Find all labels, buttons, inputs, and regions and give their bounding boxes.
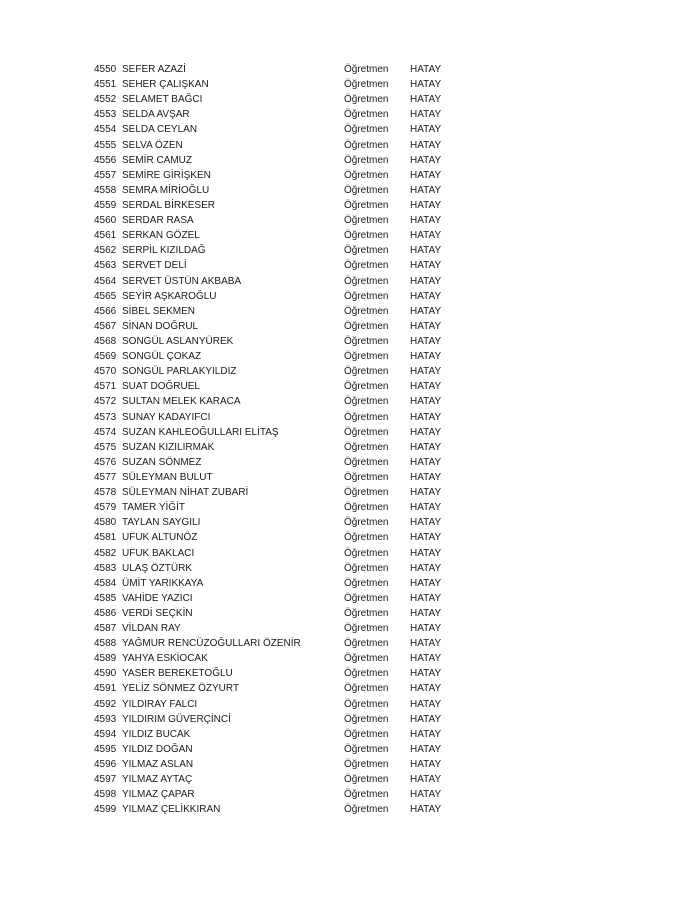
person-name: YILMAZ ASLAN (122, 759, 194, 771)
city-name: HATAY (410, 351, 442, 363)
person-name: SERDAR RASA (122, 215, 194, 227)
row-number: 4579 (94, 502, 117, 514)
job-title: Öğretmen (344, 290, 389, 302)
job-title: Öğretmen (344, 728, 389, 740)
row-number: 4563 (94, 260, 117, 272)
person-name: SERPİL KIZILDAĞ (122, 245, 206, 257)
list-row (94, 138, 474, 153)
row-number: 4562 (94, 245, 117, 257)
row-number: 4587 (94, 623, 117, 635)
job-title: Öğretmen (344, 698, 389, 710)
city-name: HATAY (410, 245, 442, 257)
person-name: YILDIZ DOĞAN (122, 743, 193, 755)
list-row (94, 334, 474, 349)
list-row (94, 530, 474, 545)
row-number: 4581 (94, 532, 117, 544)
row-number: 4555 (94, 139, 117, 151)
person-name: YAĞMUR RENCÜZOĞULLARI ÖZENİR (122, 638, 301, 650)
list-row (94, 289, 474, 304)
job-title: Öğretmen (344, 668, 389, 680)
row-number: 4557 (94, 169, 117, 181)
city-name: HATAY (410, 774, 442, 786)
job-title: Öğretmen (344, 305, 389, 317)
row-number: 4596 (94, 759, 117, 771)
row-number: 4572 (94, 396, 117, 408)
city-name: HATAY (410, 562, 442, 574)
row-number: 4551 (94, 79, 117, 91)
job-title: Öğretmen (344, 623, 389, 635)
list-row (94, 636, 474, 651)
city-name: HATAY (410, 577, 442, 589)
row-number: 4591 (94, 683, 117, 695)
row-number: 4550 (94, 64, 117, 75)
row-number: 4573 (94, 411, 117, 423)
city-name: HATAY (410, 230, 442, 242)
row-number: 4578 (94, 487, 117, 499)
row-number: 4598 (94, 789, 117, 801)
city-name: HATAY (410, 290, 442, 302)
row-number: 4594 (94, 728, 117, 740)
list-row (94, 546, 474, 561)
person-name: SELVA ÖZEN (122, 139, 183, 151)
city-name: HATAY (410, 456, 442, 468)
city-name: HATAY (410, 804, 442, 816)
list-row (94, 379, 474, 394)
person-name: YILMAZ ÇAPAR (122, 789, 195, 801)
row-number: 4595 (94, 743, 117, 755)
list-row (94, 712, 474, 727)
list-row (94, 425, 474, 440)
city-name: HATAY (410, 381, 442, 393)
list-row (94, 651, 474, 666)
job-title: Öğretmen (344, 487, 389, 499)
person-name: YILDIRAY FALCI (122, 698, 198, 710)
city-name: HATAY (410, 683, 442, 695)
row-number: 4553 (94, 109, 117, 121)
person-name: YILMAZ AYTAÇ (122, 774, 193, 786)
person-name: ÜMİT YARIKKAYA (122, 577, 204, 589)
list-row (94, 727, 474, 742)
list-row (94, 77, 474, 92)
city-name: HATAY (410, 668, 442, 680)
person-name: SELDA AVŞAR (122, 109, 190, 121)
person-name: SULTAN MELEK KARACA (122, 396, 241, 408)
list-row (94, 591, 474, 606)
list-row (94, 697, 474, 712)
list-row (94, 349, 474, 364)
list-row (94, 742, 474, 757)
person-name: SONGÜL ÇOKAZ (122, 351, 202, 363)
city-name: HATAY (410, 335, 442, 347)
person-name: SUZAN KAHLEOĞULLARI ELİTAŞ (122, 426, 279, 438)
person-name: SİBEL SEKMEN (122, 305, 195, 317)
row-number: 4564 (94, 275, 117, 287)
person-name: VAHİDE YAZICI (122, 592, 193, 604)
job-title: Öğretmen (344, 607, 389, 619)
job-title: Öğretmen (344, 260, 389, 272)
city-name: HATAY (410, 320, 442, 332)
job-title: Öğretmen (344, 169, 389, 181)
list-row (94, 455, 474, 470)
row-number: 4556 (94, 154, 117, 166)
list-row (94, 258, 474, 273)
city-name: HATAY (410, 789, 442, 801)
row-number: 4574 (94, 426, 117, 438)
person-name: UFUK ALTUNÖZ (122, 532, 198, 544)
job-title: Öğretmen (344, 592, 389, 604)
list-row (94, 440, 474, 455)
job-title: Öğretmen (344, 79, 389, 91)
city-name: HATAY (410, 698, 442, 710)
job-title: Öğretmen (344, 215, 389, 227)
person-name: SÜLEYMAN NİHAT ZUBARİ (122, 487, 249, 499)
row-number: 4567 (94, 320, 117, 332)
person-name: YAHYA ESKİOCAK (122, 653, 208, 665)
list-row (94, 183, 474, 198)
city-name: HATAY (410, 154, 442, 166)
list-row (94, 122, 474, 137)
person-name: SERKAN GÖZEL (122, 230, 200, 242)
person-name: SEHER ÇALIŞKAN (122, 79, 209, 91)
list-row (94, 485, 474, 500)
job-title: Öğretmen (344, 789, 389, 801)
city-name: HATAY (410, 426, 442, 438)
city-name: HATAY (410, 653, 442, 665)
person-name: SERVET ÜSTÜN AKBABA (122, 275, 242, 287)
list-row (94, 319, 474, 334)
city-name: HATAY (410, 260, 442, 272)
row-number: 4559 (94, 199, 117, 211)
person-name: VİLDAN RAY (122, 623, 181, 635)
job-title: Öğretmen (344, 683, 389, 695)
job-title: Öğretmen (344, 426, 389, 438)
city-name: HATAY (410, 64, 442, 75)
person-name: SÜLEYMAN BULUT (122, 471, 213, 483)
row-number: 4592 (94, 698, 117, 710)
city-name: HATAY (410, 366, 442, 378)
job-title: Öğretmen (344, 230, 389, 242)
city-name: HATAY (410, 532, 442, 544)
job-title: Öğretmen (344, 759, 389, 771)
row-number: 4586 (94, 607, 117, 619)
city-name: HATAY (410, 169, 442, 181)
list-row (94, 213, 474, 228)
row-number: 4597 (94, 774, 117, 786)
city-name: HATAY (410, 396, 442, 408)
list-row (94, 92, 474, 107)
person-name: SERVET DELİ (122, 260, 187, 272)
job-title: Öğretmen (344, 653, 389, 665)
job-title: Öğretmen (344, 713, 389, 725)
list-row (94, 500, 474, 515)
row-number: 4576 (94, 456, 117, 468)
job-title: Öğretmen (344, 638, 389, 650)
job-title: Öğretmen (344, 94, 389, 106)
person-name: YILDIRIM GÜVERÇİNCİ (122, 713, 231, 725)
person-name: SEYİR AŞKAROĞLU (122, 290, 217, 302)
row-number: 4593 (94, 713, 117, 725)
city-name: HATAY (410, 275, 442, 287)
job-title: Öğretmen (344, 351, 389, 363)
city-name: HATAY (410, 623, 442, 635)
job-title: Öğretmen (344, 154, 389, 166)
job-title: Öğretmen (344, 743, 389, 755)
job-title: Öğretmen (344, 411, 389, 423)
city-name: HATAY (410, 199, 442, 211)
job-title: Öğretmen (344, 577, 389, 589)
list-row (94, 107, 474, 122)
person-name: SEMİR CAMUZ (122, 154, 192, 166)
row-number: 4560 (94, 215, 117, 227)
job-title: Öğretmen (344, 64, 389, 75)
row-number: 4558 (94, 184, 117, 196)
city-name: HATAY (410, 305, 442, 317)
row-number: 4568 (94, 335, 117, 347)
row-number: 4590 (94, 668, 117, 680)
list-row (94, 787, 474, 802)
row-number: 4589 (94, 653, 117, 665)
row-number: 4571 (94, 381, 117, 393)
city-name: HATAY (410, 713, 442, 725)
job-title: Öğretmen (344, 335, 389, 347)
city-name: HATAY (410, 124, 442, 136)
list-row (94, 681, 474, 696)
list-row (94, 772, 474, 787)
city-name: HATAY (410, 517, 442, 529)
city-name: HATAY (410, 215, 442, 227)
city-name: HATAY (410, 487, 442, 499)
person-name: SEMRA MİRİOĞLU (122, 184, 210, 196)
row-number: 4583 (94, 562, 117, 574)
row-number: 4599 (94, 804, 117, 816)
city-name: HATAY (410, 79, 442, 91)
person-name: SELAMET BAĞCI (122, 94, 203, 106)
row-number: 4554 (94, 124, 117, 136)
job-title: Öğretmen (344, 139, 389, 151)
job-title: Öğretmen (344, 441, 389, 453)
job-title: Öğretmen (344, 320, 389, 332)
person-name: ULAŞ ÖZTÜRK (122, 562, 193, 574)
list-row (94, 576, 474, 591)
list-row (94, 228, 474, 243)
city-name: HATAY (410, 743, 442, 755)
row-number: 4565 (94, 290, 117, 302)
person-name: UFUK BAKLACI (122, 547, 195, 559)
list-row (94, 561, 474, 576)
person-name: SONGÜL PARLAKYILDIZ (122, 366, 237, 378)
job-title: Öğretmen (344, 502, 389, 514)
person-name: SUNAY KADAYIFCI (122, 411, 211, 423)
row-number: 4561 (94, 230, 117, 242)
list-row (94, 802, 474, 817)
job-title: Öğretmen (344, 532, 389, 544)
city-name: HATAY (410, 592, 442, 604)
city-name: HATAY (410, 139, 442, 151)
list-row (94, 62, 474, 77)
job-title: Öğretmen (344, 275, 389, 287)
job-title: Öğretmen (344, 381, 389, 393)
job-title: Öğretmen (344, 456, 389, 468)
person-name: SEMİRE GİRİŞKEN (122, 169, 211, 181)
list-row (94, 243, 474, 258)
row-number: 4585 (94, 592, 117, 604)
job-title: Öğretmen (344, 471, 389, 483)
person-name: YILMAZ ÇELİKKIRAN (122, 804, 221, 816)
person-name: YASER BEREKETOĞLU (122, 668, 233, 680)
row-number: 4582 (94, 547, 117, 559)
job-title: Öğretmen (344, 804, 389, 816)
job-title: Öğretmen (344, 199, 389, 211)
person-name: SUAT DOĞRUEL (122, 381, 200, 393)
list-row (94, 168, 474, 183)
list-row (94, 410, 474, 425)
city-name: HATAY (410, 607, 442, 619)
person-name: YELİZ SÖNMEZ ÖZYURT (122, 683, 240, 695)
row-number: 4552 (94, 94, 117, 106)
list-row (94, 606, 474, 621)
list-row (94, 470, 474, 485)
job-title: Öğretmen (344, 774, 389, 786)
job-title: Öğretmen (344, 396, 389, 408)
person-name: SUZAN SÖNMEZ (122, 456, 202, 468)
job-title: Öğretmen (344, 547, 389, 559)
person-name: SELDA CEYLAN (122, 124, 198, 136)
list-row (94, 666, 474, 681)
person-name: TAYLAN SAYGILI (122, 517, 201, 529)
row-number: 4575 (94, 441, 117, 453)
list-row (94, 198, 474, 213)
person-name: SEFER AZAZİ (122, 64, 186, 75)
row-number: 4569 (94, 351, 117, 363)
list-row (94, 394, 474, 409)
job-title: Öğretmen (344, 366, 389, 378)
job-title: Öğretmen (344, 517, 389, 529)
list-row (94, 757, 474, 772)
city-name: HATAY (410, 109, 442, 121)
city-name: HATAY (410, 94, 442, 106)
person-name: SUZAN KIZILIRMAK (122, 441, 215, 453)
job-title: Öğretmen (344, 245, 389, 257)
list-row (94, 274, 474, 289)
list-row (94, 621, 474, 636)
person-name: VERDİ SEÇKİN (122, 607, 193, 619)
city-name: HATAY (410, 184, 442, 196)
person-name: SERDAL BİRKESER (122, 199, 215, 211)
city-name: HATAY (410, 728, 442, 740)
list-row (94, 364, 474, 379)
city-name: HATAY (410, 411, 442, 423)
job-title: Öğretmen (344, 124, 389, 136)
person-name: SONGÜL ASLANYÜREK (122, 335, 234, 347)
city-name: HATAY (410, 502, 442, 514)
row-number: 4570 (94, 366, 117, 378)
job-title: Öğretmen (344, 562, 389, 574)
list-row (94, 304, 474, 319)
row-number: 4566 (94, 305, 117, 317)
list-row (94, 515, 474, 530)
city-name: HATAY (410, 759, 442, 771)
person-name: TAMER YİĞİT (122, 502, 185, 514)
city-name: HATAY (410, 441, 442, 453)
list-row (94, 153, 474, 168)
row-number: 4584 (94, 577, 117, 589)
city-name: HATAY (410, 471, 442, 483)
person-name: SİNAN DOĞRUL (122, 320, 199, 332)
row-number: 4577 (94, 471, 117, 483)
row-number: 4588 (94, 638, 117, 650)
row-number: 4580 (94, 517, 117, 529)
city-name: HATAY (410, 547, 442, 559)
job-title: Öğretmen (344, 109, 389, 121)
city-name: HATAY (410, 638, 442, 650)
person-name: YILDIZ BUCAK (122, 728, 191, 740)
job-title: Öğretmen (344, 184, 389, 196)
personnel-list (94, 62, 474, 817)
